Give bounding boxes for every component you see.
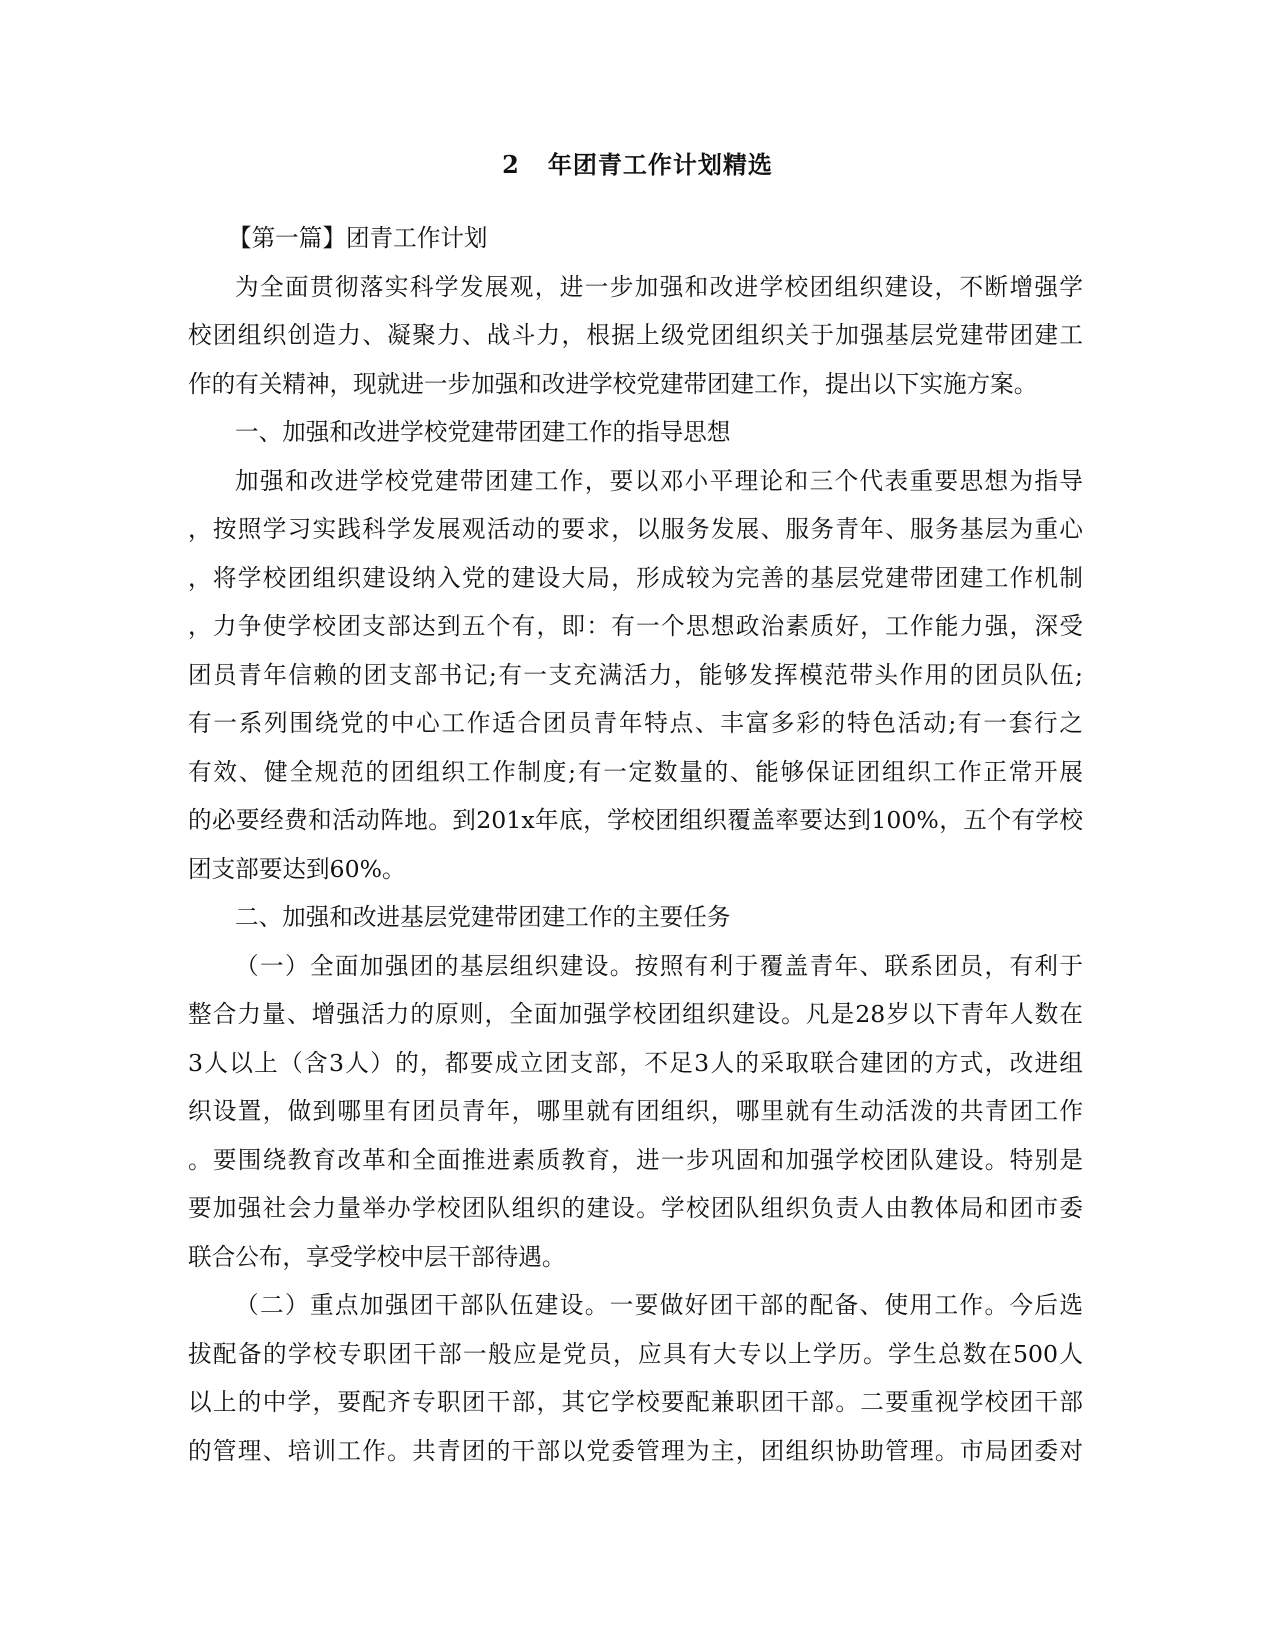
paragraph-line: 团员青年信赖的团支部书记;有一支充满活力，能够发挥模范带头作用的团员队伍; xyxy=(188,660,1083,689)
paragraph-line: ，将学校团组织建设纳入党的建设大局，形成较为完善的基层党建带团建工作机制 xyxy=(188,563,1083,592)
paragraph-line: 要加强社会力量举办学校团队组织的建设。学校团队组织负责人由教体局和团市委 xyxy=(188,1194,1083,1222)
paragraph-line: 作的有关精神，现就进一步加强和改进学校党建带团建工作，提出以下实施方案。 xyxy=(188,369,1038,398)
paragraph-line: 加强和改进学校党建带团建工作，要以邓小平理论和三个代表重要思想为指导 xyxy=(235,466,1083,495)
document-body xyxy=(188,214,1083,1475)
paragraph-line: 织设置，做到哪里有团员青年，哪里就有团组织，哪里就有生动活泼的共青团工作 xyxy=(188,1097,1083,1125)
paragraph-line: 联合公布，享受学校中层干部待遇。 xyxy=(188,1242,566,1271)
section-heading: 【第一篇】团青工作计划 xyxy=(228,224,488,252)
paragraph-line: ，力争使学校团支部达到五个有，即：有一个思想政治素质好，工作能力强，深受 xyxy=(188,612,1083,640)
document-title: 2 年团青工作计划精选 xyxy=(502,150,773,179)
paragraph-line: 以上的中学，要配齐专职团干部，其它学校要配兼职团干部。二要重视学校团干部 xyxy=(188,1388,1083,1416)
subheading-line: 一、加强和改进学校党建带团建工作的指导思想 xyxy=(235,418,731,446)
subheading-line: 二、加强和改进基层党建带团建工作的主要任务 xyxy=(235,903,731,931)
paragraph-line: 的管理、培训工作。共青团的干部以党委管理为主，团组织协助管理。市局团委对 xyxy=(188,1436,1083,1465)
paragraph-line: 3人以上（含3人）的，都要成立团支部，不足3人的采取联合建团的方式，改进组 xyxy=(188,1048,1083,1077)
paragraph-line: 拔配备的学校专职团干部一般应是党员，应具有大专以上学历。学生总数在500人 xyxy=(188,1339,1083,1368)
paragraph-line: 有一系列围绕党的中心工作适合团员青年特点、丰富多彩的特色活动;有一套行之 xyxy=(188,709,1083,737)
paragraph-line: 有效、健全规范的团组织工作制度;有一定数量的、能够保证团组织工作正常开展 xyxy=(188,757,1083,786)
paragraph-line: 校团组织创造力、凝聚力、战斗力，根据上级党团组织关于加强基层党建带团建工 xyxy=(188,321,1083,349)
paragraph-line: 团支部要达到60%。 xyxy=(188,854,406,883)
paragraph-line: 。要围绕教育改革和全面推进素质教育，进一步巩固和加强学校团队建设。特别是 xyxy=(188,1145,1083,1174)
paragraph-line: 整合力量、增强活力的原则，全面加强学校团组织建设。凡是28岁以下青年人数在 xyxy=(188,1000,1083,1028)
paragraph-line: （二）重点加强团干部队伍建设。一要做好团干部的配备、使用工作。今后选 xyxy=(235,1291,1083,1319)
paragraph-line: （一）全面加强团的基层组织建设。按照有利于覆盖青年、联系团员，有利于 xyxy=(235,951,1083,980)
paragraph-line: ，按照学习实践科学发展观活动的要求，以服务发展、服务青年、服务基层为重心 xyxy=(188,515,1083,543)
paragraph-line: 的必要经费和活动阵地。到201x年底，学校团组织覆盖率要达到100%，五个有学校 xyxy=(188,806,1083,834)
paragraph-line: 为全面贯彻落实科学发展观，进一步加强和改进学校团组织建设，不断增强学 xyxy=(235,272,1083,301)
